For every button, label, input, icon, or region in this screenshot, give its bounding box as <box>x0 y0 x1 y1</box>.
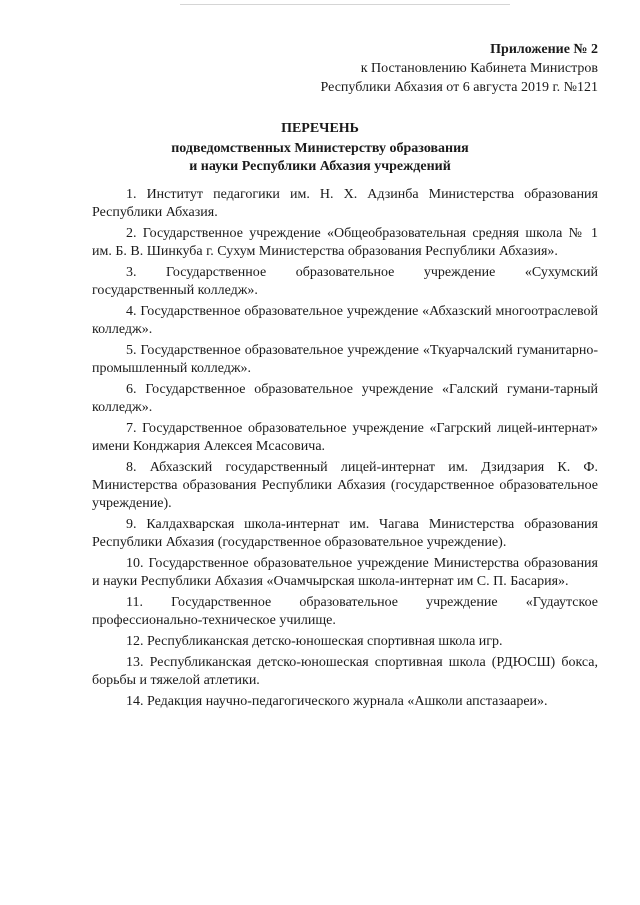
list-item: 10. Государственное образовательное учреждение Министерства образования и науки Республики Абхазия «Очамчырская школа-интернат им С. П. Басария». <box>92 556 598 589</box>
appendix-reference-line1: к Постановлению Кабинета Министров <box>360 61 598 76</box>
appendix-header <box>321 40 598 97</box>
list-item: 2. Государственное учреждение «Общеобразовательная средняя школа № 1 им. Б. В. Шинкуба г. Сухум Министерства образования Республики Абхазия». <box>92 226 598 259</box>
list-item: 9. Калдахварская школа-интернат им. Чагава Министерства образования Республики Абхазия (государственное образовательное учреждение). <box>92 517 598 550</box>
list-item: 7. Государственное образовательное учреждение «Гагрский лицей-интернат» имени Конджария Алексея Мсасовича. <box>92 421 598 454</box>
subtitle-line2: и науки Республики Абхазия учреждений <box>189 159 451 174</box>
list-item: 14. Редакция научно-педагогического журнала «Ашколи апстазаареи». <box>126 694 548 709</box>
document-subtitle <box>0 140 640 176</box>
subtitle-line1: подведомственных Министерству образования <box>171 141 469 156</box>
appendix-reference-line2: Республики Абхазия от 6 августа 2019 г. №121 <box>320 80 598 95</box>
list-item: 3. Государственное образовательное учреждение «Сухумский государственный колледж». <box>92 265 598 298</box>
scan-artifact-top <box>180 4 510 5</box>
institution-list <box>92 186 598 714</box>
list-item: 13. Республиканская детско-юношеская спортивная школа (РДЮСШ) бокса, борьбы и тяжелой атлетики. <box>92 655 598 688</box>
list-item: 8. Абхазский государственный лицей-интернат им. Дзидзария К. Ф. Министерства образования Республики Абхазия (государственное образовательное учреждение). <box>92 460 598 511</box>
list-item: 5. Государственное образовательное учреждение «Ткуарчалский гуманитарно-промышленный колледж». <box>92 343 598 376</box>
list-item: 1. Институт педагогики им. Н. Х. Адзинба Министерства образования Республики Абхазия. <box>92 187 598 220</box>
list-item: 4. Государственное образовательное учреждение «Абхазский многоотраслевой колледж». <box>92 304 598 337</box>
appendix-number: Приложение № 2 <box>490 42 598 57</box>
list-item: 11. Государственное образовательное учреждение «Гудаутское профессионально-техническое училище. <box>92 595 598 628</box>
list-item: 12. Республиканская детско-юношеская спортивная школа игр. <box>126 634 503 649</box>
document-title: ПЕРЕЧЕНЬ <box>281 121 359 136</box>
list-item: 6. Государственное образовательное учреждение «Галский гумани-тарный колледж». <box>92 382 598 415</box>
